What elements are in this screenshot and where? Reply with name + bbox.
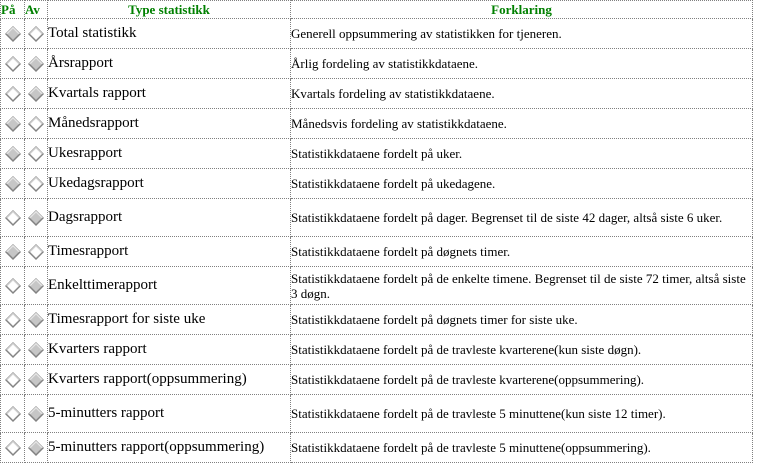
cell-explanation: Statistikkdataene fordelt på dager. Begrenset til de siste 42 dager, altså siste 6 uker. [291, 199, 753, 237]
cell-type: Enkelttimerapport [48, 267, 291, 305]
radio-on-7[interactable] [5, 210, 21, 226]
radio-on-4[interactable] [5, 116, 21, 132]
radio-cell-on[interactable] [1, 395, 25, 433]
cell-explanation: Statistikkdataene fordelt på døgnets timer for siste uke. [291, 305, 753, 335]
radio-on-12[interactable] [5, 372, 21, 388]
radio-cell-on[interactable] [1, 19, 25, 49]
radio-cell-off[interactable] [25, 109, 48, 139]
cell-type: Ukesrapport [48, 139, 291, 169]
radio-off-5[interactable] [28, 146, 44, 162]
radio-cell-on[interactable] [1, 365, 25, 395]
table-row [1, 267, 753, 305]
radio-cell-on[interactable] [1, 79, 25, 109]
column-header-type: Type statistikk [48, 1, 291, 19]
radio-off-12[interactable] [28, 372, 44, 388]
radio-off-14[interactable] [28, 440, 44, 456]
cell-type: Kvartals rapport [48, 79, 291, 109]
cell-explanation: Statistikkdataene fordelt på de travleste 5 minuttene(oppsummering). [291, 433, 753, 463]
table-row [1, 395, 753, 433]
column-header-on: På [1, 1, 25, 19]
radio-on-5[interactable] [5, 146, 21, 162]
radio-cell-off[interactable] [25, 433, 48, 463]
radio-on-6[interactable] [5, 176, 21, 192]
radio-cell-off[interactable] [25, 139, 48, 169]
radio-cell-on[interactable] [1, 335, 25, 365]
radio-cell-off[interactable] [25, 335, 48, 365]
table-row [1, 335, 753, 365]
radio-cell-on[interactable] [1, 237, 25, 267]
radio-on-10[interactable] [5, 312, 21, 328]
cell-type: Årsrapport [48, 49, 291, 79]
table-row [1, 237, 753, 267]
table-row [1, 19, 753, 49]
radio-off-6[interactable] [28, 176, 44, 192]
radio-off-13[interactable] [28, 406, 44, 422]
cell-type: Dagsrapport [48, 199, 291, 237]
column-header-explanation: Forklaring [291, 1, 753, 19]
cell-type: 5-minutters rapport [48, 395, 291, 433]
cell-explanation: Statistikkdataene fordelt på uker. [291, 139, 753, 169]
radio-cell-off[interactable] [25, 199, 48, 237]
radio-cell-off[interactable] [25, 365, 48, 395]
radio-on-2[interactable] [5, 56, 21, 72]
cell-explanation: Statistikkdataene fordelt på de enkelte timene. Begrenset til de siste 72 timer, altså siste 3 døgn. [291, 267, 753, 305]
cell-explanation: Statistikkdataene fordelt på ukedagene. [291, 169, 753, 199]
cell-type: Kvarters rapport [48, 335, 291, 365]
radio-off-10[interactable] [28, 312, 44, 328]
cell-explanation: Statistikkdataene fordelt på de travleste kvarterene(oppsummering). [291, 365, 753, 395]
radio-off-7[interactable] [28, 210, 44, 226]
table-header [1, 1, 753, 19]
radio-off-8[interactable] [28, 244, 44, 260]
table-row [1, 199, 753, 237]
cell-explanation: Statistikkdataene fordelt på de travleste kvarterene(kun siste døgn). [291, 335, 753, 365]
cell-explanation: Generell oppsummering av statistikken for tjeneren. [291, 19, 753, 49]
radio-on-14[interactable] [5, 440, 21, 456]
cell-type: Kvarters rapport(oppsummering) [48, 365, 291, 395]
radio-cell-off[interactable] [25, 237, 48, 267]
table-row [1, 109, 753, 139]
cell-type: Månedsrapport [48, 109, 291, 139]
radio-off-2[interactable] [28, 56, 44, 72]
radio-off-3[interactable] [28, 86, 44, 102]
cell-explanation: Statistikkdataene fordelt på døgnets timer. [291, 237, 753, 267]
radio-cell-on[interactable] [1, 199, 25, 237]
radio-cell-off[interactable] [25, 305, 48, 335]
table-row [1, 49, 753, 79]
cell-type: Total statistikk [48, 19, 291, 49]
cell-type: Timesrapport [48, 237, 291, 267]
table-row [1, 433, 753, 463]
radio-off-4[interactable] [28, 116, 44, 132]
cell-type: Ukedagsrapport [48, 169, 291, 199]
radio-off-1[interactable] [28, 26, 44, 42]
radio-cell-off[interactable] [25, 19, 48, 49]
table-row [1, 79, 753, 109]
table-body [1, 19, 753, 463]
radio-on-9[interactable] [5, 278, 21, 294]
radio-cell-off[interactable] [25, 267, 48, 305]
cell-explanation: Månedsvis fordeling av statistikkdataene. [291, 109, 753, 139]
radio-on-11[interactable] [5, 342, 21, 358]
radio-on-3[interactable] [5, 86, 21, 102]
radio-cell-off[interactable] [25, 395, 48, 433]
cell-explanation: Kvartals fordeling av statistikkdataene. [291, 79, 753, 109]
cell-explanation: Årlig fordeling av statistikkdataene. [291, 49, 753, 79]
radio-cell-off[interactable] [25, 49, 48, 79]
radio-cell-on[interactable] [1, 305, 25, 335]
radio-off-11[interactable] [28, 342, 44, 358]
radio-on-13[interactable] [5, 406, 21, 422]
radio-off-9[interactable] [28, 278, 44, 294]
radio-cell-off[interactable] [25, 169, 48, 199]
table-row [1, 139, 753, 169]
radio-cell-on[interactable] [1, 433, 25, 463]
radio-on-8[interactable] [5, 244, 21, 260]
radio-cell-off[interactable] [25, 79, 48, 109]
radio-cell-on[interactable] [1, 139, 25, 169]
radio-cell-on[interactable] [1, 267, 25, 305]
radio-cell-on[interactable] [1, 109, 25, 139]
table-row [1, 305, 753, 335]
radio-cell-on[interactable] [1, 49, 25, 79]
table-row [1, 365, 753, 395]
column-header-off: Av [25, 1, 48, 19]
table-row [1, 169, 753, 199]
cell-type: Timesrapport for siste uke [48, 305, 291, 335]
cell-explanation: Statistikkdataene fordelt på de travleste 5 minuttene(kun siste 12 timer). [291, 395, 753, 433]
radio-cell-on[interactable] [1, 169, 25, 199]
header-row [1, 1, 753, 19]
radio-on-1[interactable] [5, 26, 21, 42]
cell-type: 5-minutters rapport(oppsummering) [48, 433, 291, 463]
